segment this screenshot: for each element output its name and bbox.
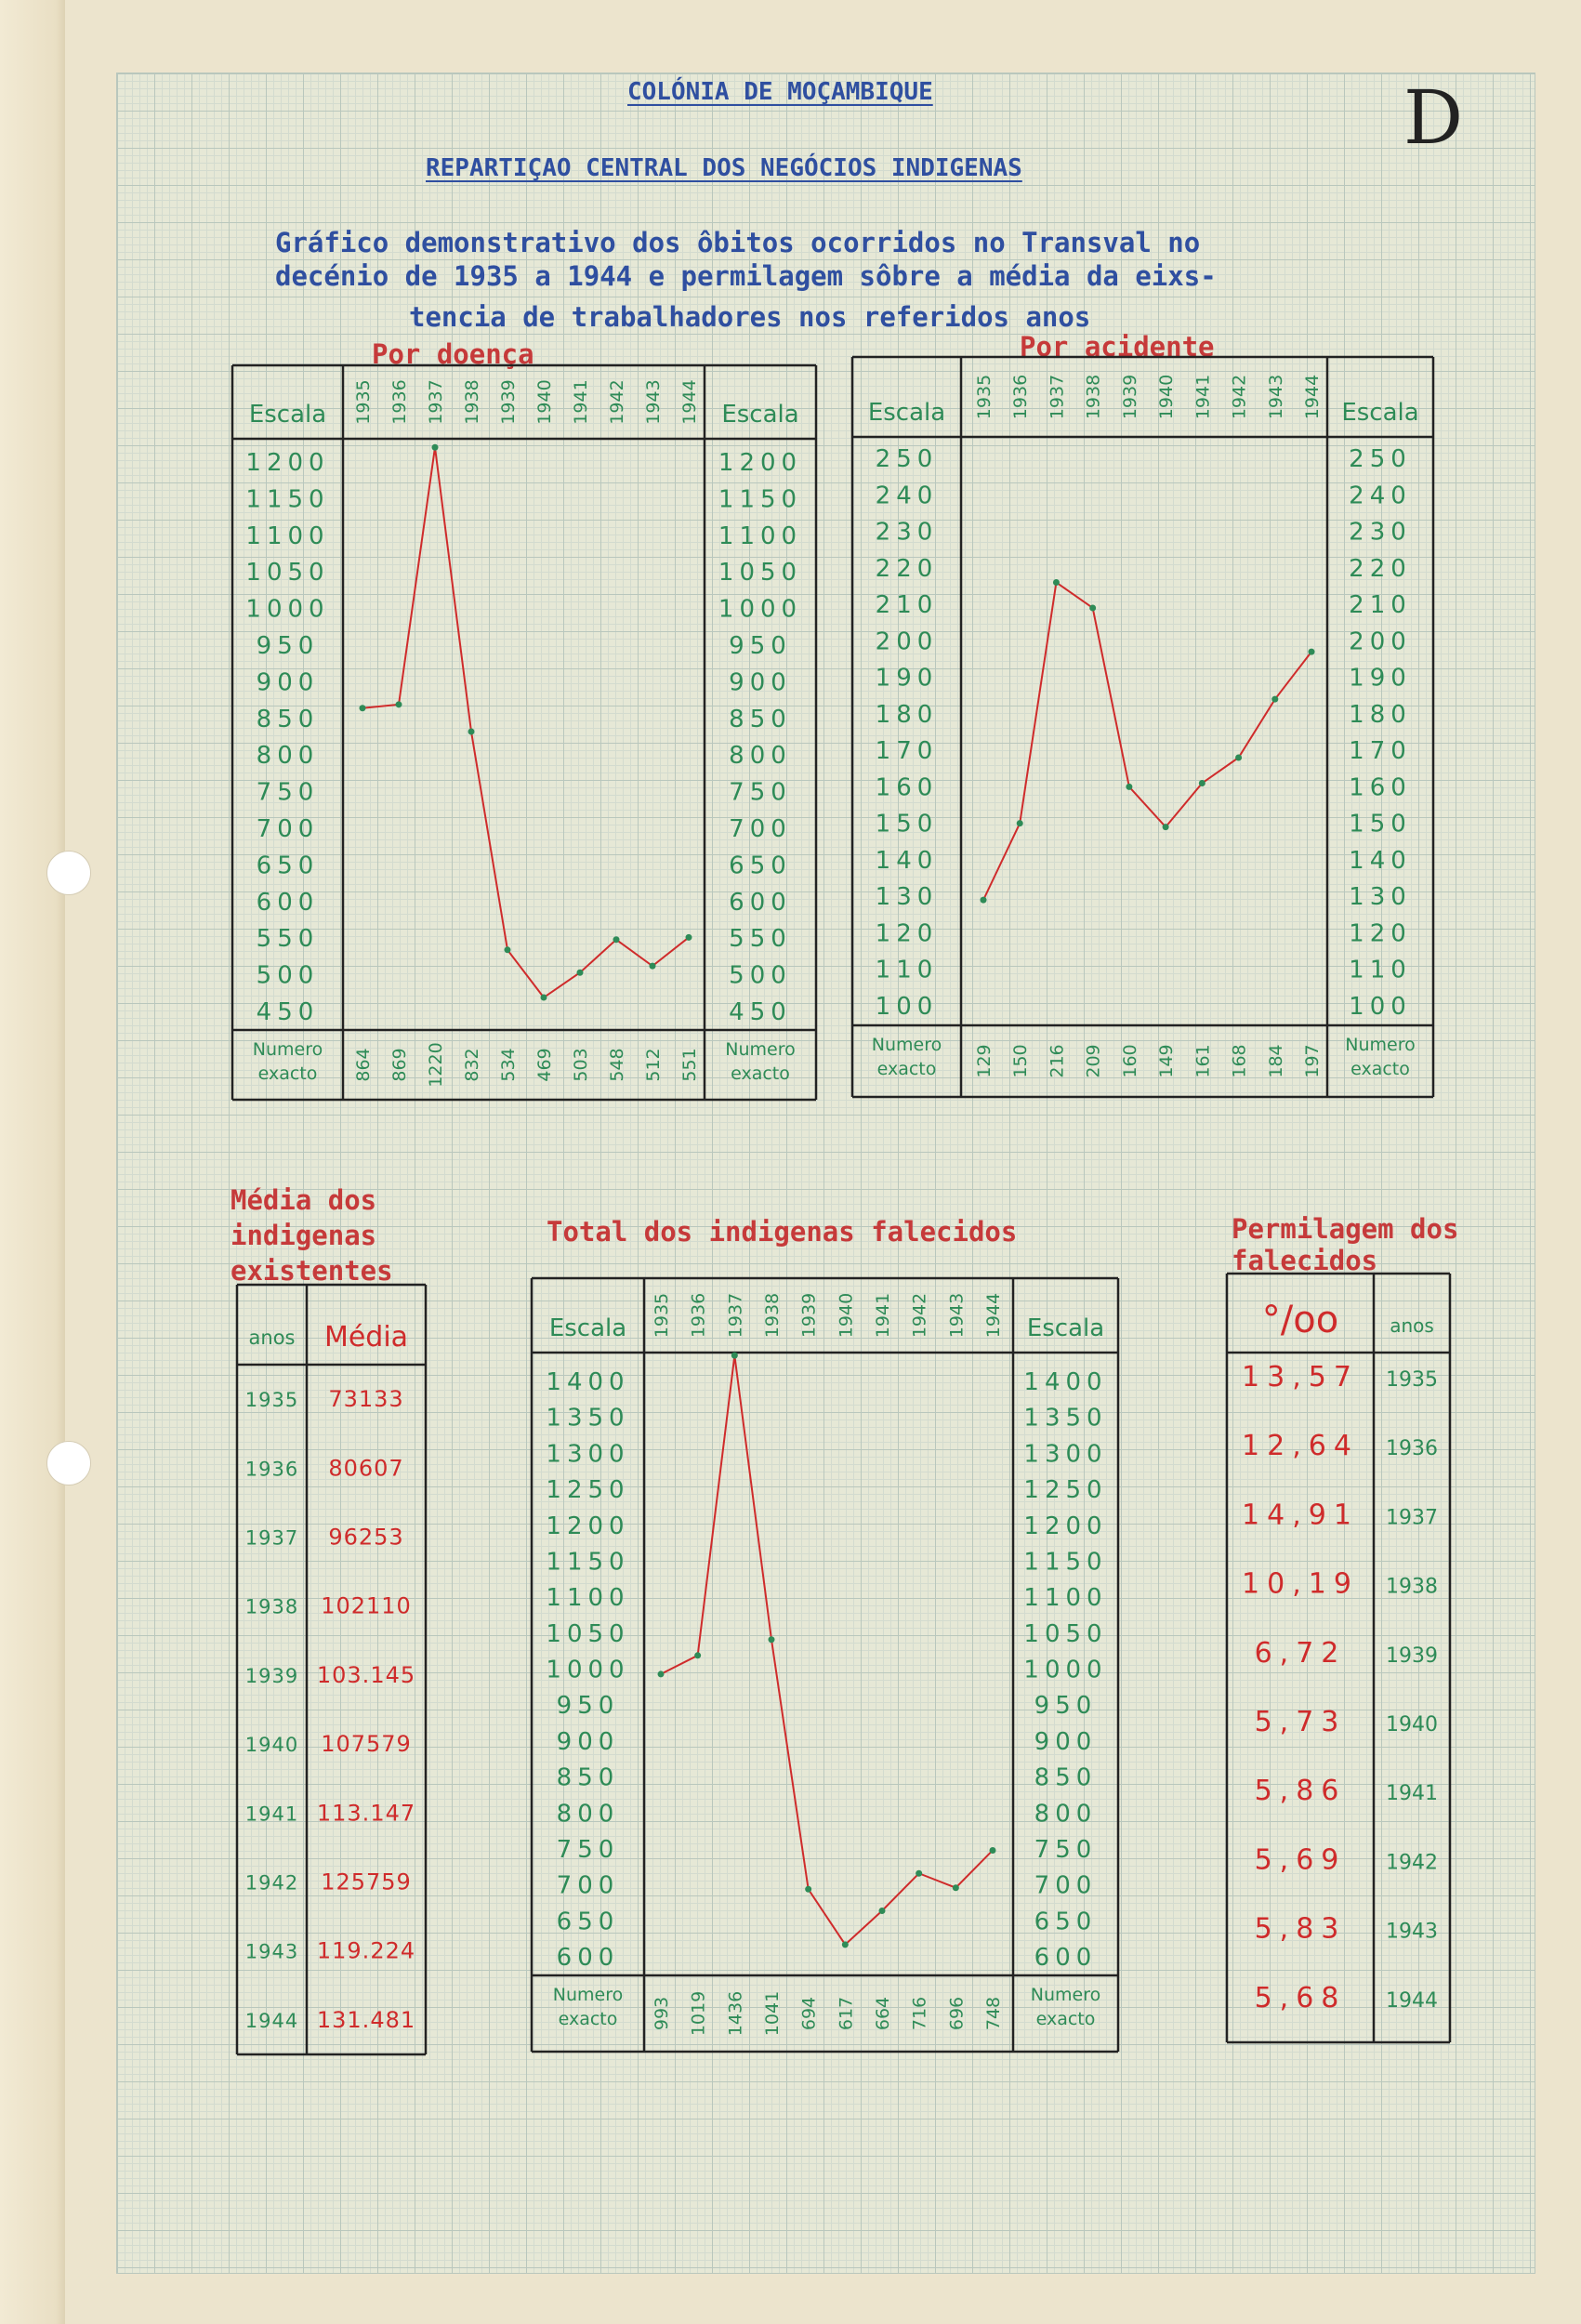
data-point — [1053, 579, 1060, 586]
y-tick-label: 900 — [256, 668, 320, 697]
data-label: 216 — [1047, 1044, 1068, 1078]
year-cell: 1940 — [1386, 1712, 1438, 1736]
numero-label: Numero — [871, 1035, 942, 1055]
data-label: 748 — [983, 1996, 1004, 2031]
y-tick-label: 220 — [1349, 554, 1412, 583]
y-tick-label: 1150 — [1023, 1548, 1108, 1577]
y-tick-label: 140 — [875, 846, 939, 875]
year-label: 1937 — [725, 1292, 746, 1339]
year-label: 1942 — [607, 379, 627, 425]
year-cell: 1943 — [244, 1940, 299, 1963]
y-tick-label: 120 — [875, 919, 939, 948]
y-tick-label: 500 — [729, 961, 792, 990]
y-tick-label: 170 — [1349, 737, 1412, 766]
escala-label: Escala — [867, 399, 946, 427]
y-tick-label: 800 — [1034, 1800, 1098, 1829]
y-tick-label: 900 — [729, 668, 792, 697]
data-point — [1089, 604, 1096, 611]
data-label: 696 — [946, 1996, 968, 2031]
value-cell: 14,91 — [1242, 1499, 1359, 1532]
y-tick-label: 1300 — [546, 1440, 630, 1469]
y-tick-label: 1050 — [1023, 1619, 1108, 1648]
y-tick-label: 1150 — [245, 485, 330, 514]
value-cell: 73133 — [328, 1386, 404, 1413]
y-tick-label: 600 — [556, 1944, 620, 1972]
y-tick-label: 1050 — [546, 1619, 630, 1648]
y-tick-label: 800 — [256, 742, 320, 771]
year-cell: 1939 — [1386, 1644, 1438, 1668]
data-point — [541, 995, 547, 1001]
escala-label: Escala — [548, 1314, 627, 1342]
year-label: 1935 — [353, 379, 374, 425]
y-tick-label: 850 — [556, 1763, 620, 1792]
exacto-label: exacto — [876, 1059, 937, 1079]
data-label: 168 — [1229, 1044, 1250, 1078]
y-tick-label: 180 — [1349, 700, 1412, 729]
year-cell: 1941 — [244, 1802, 299, 1826]
department-heading: REPARTIÇAO CENTRAL DOS NEGÓCIOS INDIGENAS — [426, 154, 1022, 182]
y-tick-label: 1350 — [1023, 1404, 1108, 1433]
year-label: 1939 — [1119, 374, 1140, 420]
data-point — [1309, 649, 1315, 655]
year-label: 1943 — [946, 1292, 968, 1339]
y-tick-label: 100 — [1349, 993, 1412, 1021]
column-header: anos — [1390, 1314, 1434, 1337]
y-tick-label: 1250 — [546, 1476, 630, 1505]
y-tick-label: 110 — [875, 956, 939, 984]
data-label: 993 — [652, 1996, 672, 2031]
year-cell: 1944 — [1386, 1988, 1438, 2013]
year-label: 1935 — [974, 374, 995, 420]
y-tick-label: 1400 — [546, 1368, 630, 1396]
y-tick-label: 550 — [256, 925, 320, 954]
data-label: 1436 — [725, 1990, 746, 2037]
y-tick-label: 700 — [729, 815, 792, 843]
year-label: 1937 — [426, 379, 446, 425]
y-tick-label: 1000 — [1023, 1656, 1108, 1684]
value-cell: 12,64 — [1242, 1430, 1359, 1463]
year-label: 1942 — [1229, 374, 1250, 420]
value-cell: 131.481 — [316, 2006, 416, 2033]
data-label: 150 — [1010, 1044, 1032, 1078]
value-cell: 10,19 — [1242, 1567, 1359, 1601]
numero-label: Numero — [552, 1985, 624, 2005]
value-cell: 102110 — [321, 1592, 412, 1619]
year-cell: 1942 — [1386, 1851, 1438, 1875]
year-cell: 1935 — [244, 1389, 299, 1412]
data-point — [990, 1847, 996, 1854]
year-label: 1940 — [836, 1292, 857, 1339]
year-cell: 1938 — [244, 1595, 299, 1618]
y-tick-label: 1350 — [546, 1404, 630, 1433]
value-cell: 80607 — [328, 1455, 404, 1482]
year-cell: 1942 — [244, 1871, 299, 1895]
y-tick-label: 1100 — [546, 1584, 630, 1613]
data-label: 184 — [1265, 1044, 1286, 1078]
title-line-3: tencia de trabalhadores nos referidos anos — [409, 301, 1091, 333]
data-label: 1041 — [762, 1990, 783, 2037]
y-tick-label: 250 — [1349, 445, 1412, 473]
y-tick-label: 1400 — [1023, 1368, 1108, 1396]
title-line-2: decénio de 1935 a 1944 e permilagem sôbre a média da eixs- — [275, 260, 1217, 292]
value-cell: 5,83 — [1254, 1912, 1347, 1946]
y-tick-label: 800 — [556, 1800, 620, 1829]
value-cell: 5,73 — [1254, 1705, 1347, 1738]
year-label: 1939 — [498, 379, 519, 425]
data-point — [658, 1670, 665, 1677]
y-tick-label: 240 — [875, 482, 939, 510]
y-tick-label: 220 — [875, 554, 939, 583]
year-label: 1936 — [1010, 374, 1032, 420]
y-tick-label: 130 — [875, 883, 939, 912]
column-header: °/oo — [1261, 1299, 1339, 1341]
series-line — [362, 447, 689, 997]
y-tick-label: 1200 — [546, 1512, 630, 1540]
column-header: Média — [323, 1321, 409, 1353]
series-line — [661, 1355, 993, 1945]
y-tick-label: 650 — [256, 852, 320, 880]
year-label: 1944 — [1302, 374, 1323, 420]
data-label: 1220 — [426, 1042, 446, 1088]
exacto-label: exacto — [731, 1063, 790, 1084]
year-label: 1938 — [462, 379, 482, 425]
data-label: 160 — [1119, 1044, 1140, 1078]
chart-title-total: Total dos indigenas falecidos — [547, 1216, 1018, 1248]
data-label: 551 — [679, 1048, 700, 1082]
data-label: 1019 — [688, 1990, 709, 2037]
data-point — [981, 897, 987, 904]
y-tick-label: 180 — [875, 700, 939, 729]
data-point — [731, 1353, 738, 1359]
data-point — [842, 1941, 849, 1948]
year-label: 1939 — [798, 1292, 820, 1339]
y-tick-label: 750 — [556, 1835, 620, 1864]
y-tick-label: 130 — [1349, 883, 1412, 912]
value-cell: 5,68 — [1254, 1981, 1347, 2014]
y-tick-label: 240 — [1349, 482, 1412, 510]
y-tick-label: 1050 — [245, 559, 330, 588]
data-point — [468, 728, 475, 734]
y-tick-label: 110 — [1349, 956, 1412, 984]
data-point — [953, 1884, 959, 1891]
data-point — [396, 701, 402, 707]
y-tick-label: 150 — [1349, 810, 1412, 838]
value-cell: 113.147 — [316, 1800, 416, 1827]
data-label: 512 — [643, 1048, 664, 1082]
y-tick-label: 1300 — [1023, 1440, 1108, 1469]
year-cell: 1937 — [244, 1526, 299, 1550]
data-label: 694 — [798, 1996, 820, 2031]
year-cell: 1943 — [1386, 1920, 1438, 1944]
year-cell: 1938 — [1386, 1575, 1438, 1599]
y-tick-label: 160 — [1349, 773, 1412, 802]
y-tick-label: 1200 — [1023, 1512, 1108, 1540]
y-tick-label: 1200 — [245, 449, 330, 477]
numero-label: Numero — [1345, 1035, 1416, 1055]
data-label: 664 — [873, 1996, 893, 2031]
y-tick-label: 900 — [1034, 1727, 1098, 1756]
value-cell: 107579 — [321, 1731, 412, 1758]
y-tick-label: 230 — [875, 518, 939, 547]
year-label: 1941 — [571, 379, 591, 425]
y-tick-label: 950 — [256, 632, 320, 660]
value-cell: 96253 — [328, 1524, 404, 1551]
data-point — [1271, 696, 1278, 703]
y-tick-label: 1100 — [718, 522, 803, 550]
year-cell: 1944 — [244, 2009, 299, 2032]
y-tick-label: 210 — [1349, 591, 1412, 620]
year-cell: 1940 — [244, 1734, 299, 1757]
y-tick-label: 100 — [875, 993, 939, 1021]
data-label: 209 — [1083, 1044, 1104, 1078]
data-label: 864 — [353, 1048, 374, 1082]
y-tick-label: 150 — [875, 810, 939, 838]
y-tick-label: 190 — [875, 664, 939, 693]
exacto-label: exacto — [558, 2009, 618, 2029]
data-point — [650, 963, 656, 970]
y-tick-label: 230 — [1349, 518, 1412, 547]
y-tick-label: 200 — [875, 627, 939, 656]
escala-label: Escala — [1341, 399, 1419, 427]
year-label: 1944 — [679, 379, 700, 425]
y-tick-label: 1000 — [546, 1656, 630, 1684]
year-label: 1941 — [873, 1292, 893, 1339]
data-point — [613, 936, 620, 943]
corner-letter: D — [1403, 74, 1464, 161]
data-point — [694, 1652, 701, 1658]
y-tick-label: 700 — [556, 1871, 620, 1900]
y-tick-label: 600 — [729, 888, 792, 917]
y-tick-label: 950 — [729, 632, 792, 660]
numero-label: Numero — [725, 1039, 796, 1060]
exacto-label: exacto — [1035, 2009, 1096, 2029]
data-point — [686, 934, 692, 941]
data-point — [1199, 780, 1206, 786]
data-label: 534 — [498, 1048, 519, 1082]
year-cell: 1936 — [244, 1458, 299, 1481]
data-point — [505, 946, 511, 953]
data-point — [805, 1886, 811, 1893]
y-tick-label: 700 — [1034, 1871, 1098, 1900]
y-tick-label: 650 — [1034, 1908, 1098, 1936]
year-label: 1938 — [762, 1292, 783, 1339]
data-point — [577, 970, 584, 976]
title-line-1: Gráfico demonstrativo dos ôbitos ocorridos no Transval no — [275, 227, 1201, 258]
year-label: 1942 — [909, 1292, 930, 1339]
data-point — [1017, 820, 1023, 826]
y-tick-label: 450 — [256, 998, 320, 1026]
data-label: 617 — [836, 1996, 857, 2031]
year-cell: 1935 — [1386, 1367, 1438, 1392]
data-point — [1163, 824, 1169, 830]
data-label: 832 — [462, 1048, 482, 1082]
escala-label: Escala — [721, 401, 799, 429]
y-tick-label: 210 — [875, 591, 939, 620]
escala-label: Escala — [248, 401, 327, 429]
data-label: 129 — [974, 1044, 995, 1078]
data-point — [360, 705, 366, 711]
year-cell: 1941 — [1386, 1782, 1438, 1806]
table-title-media: Média dos indigenas existentes — [231, 1184, 393, 1287]
value-cell: 119.224 — [316, 1937, 416, 1964]
y-tick-label: 950 — [556, 1692, 620, 1721]
year-label: 1936 — [688, 1292, 709, 1339]
y-tick-label: 170 — [875, 737, 939, 766]
year-label: 1938 — [1083, 374, 1104, 420]
y-tick-label: 1100 — [1023, 1584, 1108, 1613]
value-cell: 13,57 — [1242, 1360, 1359, 1393]
year-label: 1935 — [652, 1292, 672, 1339]
y-tick-label: 250 — [875, 445, 939, 473]
year-label: 1940 — [1156, 374, 1178, 420]
data-point — [1126, 784, 1132, 790]
y-tick-label: 600 — [1034, 1944, 1098, 1972]
y-tick-label: 1000 — [245, 595, 330, 624]
y-tick-label: 1050 — [718, 559, 803, 588]
series-line — [983, 583, 1311, 901]
escala-label: Escala — [1026, 1314, 1105, 1342]
y-tick-label: 140 — [1349, 846, 1412, 875]
y-tick-label: 1100 — [245, 522, 330, 550]
value-cell: 5,86 — [1254, 1775, 1347, 1808]
data-label: 869 — [389, 1048, 410, 1082]
y-tick-label: 650 — [556, 1908, 620, 1936]
year-cell: 1939 — [244, 1664, 299, 1687]
y-tick-label: 1000 — [718, 595, 803, 624]
exacto-label: exacto — [257, 1063, 318, 1084]
y-tick-label: 800 — [729, 742, 792, 771]
y-tick-label: 850 — [256, 705, 320, 733]
data-label: 149 — [1156, 1044, 1178, 1078]
year-label: 1937 — [1047, 374, 1068, 420]
year-label: 1936 — [389, 379, 410, 425]
y-tick-label: 700 — [256, 815, 320, 843]
table-title-permil: Permilagem dos falecidos — [1232, 1213, 1459, 1276]
data-label: 503 — [571, 1048, 591, 1082]
y-tick-label: 190 — [1349, 664, 1412, 693]
y-tick-label: 600 — [256, 888, 320, 917]
value-cell: 5,69 — [1254, 1843, 1347, 1877]
y-tick-label: 1150 — [718, 485, 803, 514]
y-tick-label: 120 — [1349, 919, 1412, 948]
numero-label: Numero — [1030, 1985, 1101, 2005]
exacto-label: exacto — [1350, 1059, 1410, 1079]
y-tick-label: 1150 — [546, 1548, 630, 1577]
y-tick-label: 850 — [1034, 1763, 1098, 1792]
y-tick-label: 750 — [729, 778, 792, 807]
chart-title-disease: Por doença — [372, 338, 534, 370]
data-point — [1235, 754, 1242, 760]
numero-label: Numero — [252, 1039, 323, 1060]
data-label: 161 — [1192, 1044, 1214, 1078]
y-tick-label: 950 — [1034, 1692, 1098, 1721]
y-tick-label: 750 — [1034, 1835, 1098, 1864]
data-label: 548 — [607, 1048, 627, 1082]
year-label: 1943 — [1265, 374, 1286, 420]
column-header: anos — [248, 1327, 296, 1349]
year-label: 1940 — [534, 379, 555, 425]
y-tick-label: 1200 — [718, 449, 803, 477]
chart-title-accident: Por acidente — [1020, 331, 1215, 363]
y-tick-label: 550 — [729, 925, 792, 954]
data-label: 469 — [534, 1048, 555, 1082]
data-point — [432, 444, 439, 451]
data-point — [879, 1908, 886, 1914]
y-tick-label: 450 — [729, 998, 792, 1026]
value-cell: 103.145 — [316, 1661, 416, 1688]
y-tick-label: 1250 — [1023, 1476, 1108, 1505]
data-point — [916, 1870, 922, 1877]
colony-heading: COLÓNIA DE MOÇAMBIQUE — [627, 78, 933, 106]
year-label: 1941 — [1192, 374, 1214, 420]
year-label: 1944 — [983, 1292, 1004, 1339]
y-tick-label: 750 — [256, 778, 320, 807]
year-cell: 1936 — [1386, 1437, 1438, 1461]
data-label: 197 — [1302, 1044, 1323, 1078]
y-tick-label: 850 — [729, 705, 792, 733]
y-tick-label: 160 — [875, 773, 939, 802]
y-tick-label: 650 — [729, 852, 792, 880]
data-point — [769, 1636, 775, 1643]
year-cell: 1937 — [1386, 1506, 1438, 1530]
y-tick-label: 500 — [256, 961, 320, 990]
y-tick-label: 200 — [1349, 627, 1412, 656]
data-label: 716 — [909, 1996, 930, 2031]
year-label: 1943 — [643, 379, 664, 425]
value-cell: 125759 — [321, 1868, 412, 1895]
y-tick-label: 900 — [556, 1727, 620, 1756]
value-cell: 6,72 — [1254, 1636, 1347, 1670]
